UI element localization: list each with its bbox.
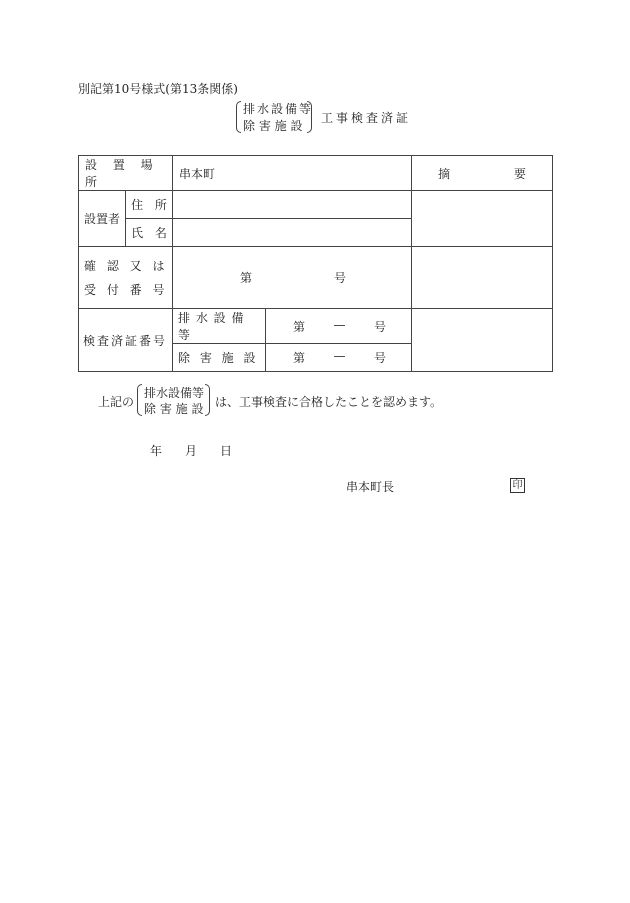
summary-label-cell (412, 156, 553, 191)
abatement-label-cell (173, 344, 266, 372)
statement-bracket-line1: 排水設備等 (144, 386, 205, 400)
cert-number-label-cell (79, 309, 173, 372)
confirm-number-prefix: 第 (240, 271, 253, 285)
confirm-label-cell (79, 247, 173, 309)
name-value-cell[interactable] (173, 219, 412, 247)
cert-number-label: 検査済証番号 (83, 333, 168, 348)
address-label: 住 所 (131, 198, 167, 212)
mayor-title: 串本町長 (346, 480, 395, 494)
location-value-cell (173, 156, 412, 191)
form-label: 別記第10号様式(第13条関係) (78, 82, 238, 96)
drainage-number-suffix: 号 (373, 319, 386, 334)
abatement-number-suffix: 号 (373, 351, 386, 365)
seal-mark: 印 (510, 478, 525, 493)
title-bracket-line2: 除 害 施 設 (243, 119, 303, 133)
location-label: 設 置 場 所 (85, 158, 159, 189)
title-suffix: 工事検査済証 (321, 111, 412, 125)
inspection-table (78, 155, 553, 372)
drainage-label-cell (173, 309, 266, 344)
confirm-number-cell[interactable] (173, 247, 412, 309)
abatement-number-cell[interactable] (266, 344, 412, 372)
summary-label: 摘 要 (438, 166, 526, 181)
drainage-label: 排 水 設 備 等 (178, 311, 245, 342)
confirm-label-line2: 受 付 番 号 (84, 282, 165, 297)
summary-cell-1[interactable] (412, 191, 553, 247)
drainage-number-prefix: 第 (293, 319, 306, 334)
title-bracket-line1: 排水設備等 (243, 102, 314, 116)
summary-cell-2[interactable] (412, 247, 553, 309)
statement-brace-left (137, 384, 142, 416)
abatement-number-prefix: 第 (293, 351, 306, 365)
drainage-number-dash: — (333, 317, 346, 332)
installer-label: 設置者 (83, 212, 120, 226)
installer-label-cell (79, 191, 126, 247)
statement-prefix: 上記の (98, 395, 135, 409)
name-label-cell (126, 219, 173, 247)
location-value: 串本町 (179, 166, 216, 181)
address-value-cell[interactable] (173, 191, 412, 219)
statement-suffix: は、工事検査に合格したことを認めます。 (215, 395, 443, 409)
title-brace-right (307, 101, 312, 133)
statement-bracket-line2: 除 害 施 設 (144, 402, 204, 416)
date-year: 年 (150, 444, 163, 458)
abatement-label: 除 害 施 設 (178, 351, 256, 365)
statement-brace-right (205, 384, 210, 416)
date-month: 月 (185, 444, 198, 458)
address-label-cell (126, 191, 173, 219)
title-brace-left (236, 101, 241, 133)
name-label: 氏 名 (131, 226, 167, 240)
summary-cell-3[interactable] (412, 309, 553, 372)
confirm-label-line1: 確 認 又 は (84, 258, 165, 273)
confirm-number-suffix: 号 (333, 271, 346, 285)
date-day: 日 (220, 444, 233, 458)
drainage-number-cell[interactable] (266, 309, 412, 344)
location-label-cell (79, 156, 173, 191)
abatement-number-dash: — (333, 349, 346, 363)
